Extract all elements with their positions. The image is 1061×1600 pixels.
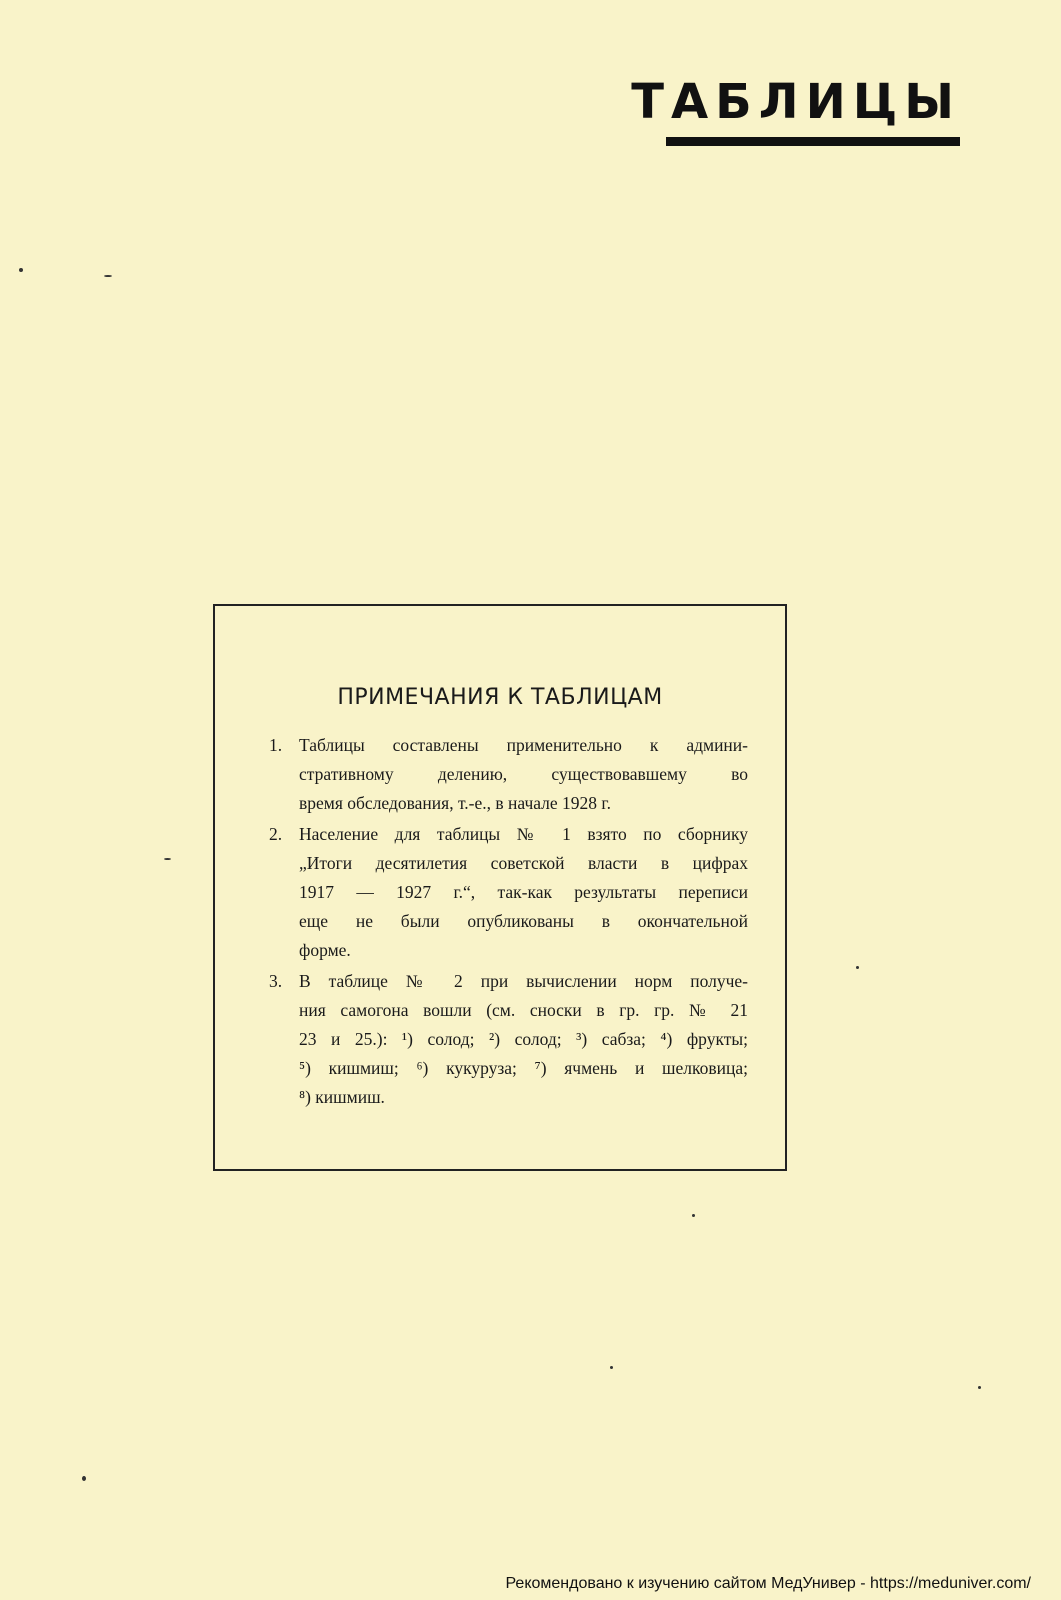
notes-list [269, 731, 748, 1114]
note-line: ⁸) кишмиш. [299, 1087, 385, 1107]
note-item-1 [269, 731, 748, 818]
paper-speck [19, 268, 23, 272]
note-line: Таблицы составлены применительно к админи- [299, 735, 748, 755]
note-number: 3. [269, 971, 283, 991]
page-title: ТАБЛИЦЫ [631, 74, 961, 130]
note-line: „Итоги десятилетия советской власти в цифрах [299, 853, 748, 873]
paper-speck [692, 1214, 695, 1217]
note-line: ⁵) кишмиш; ⁶) кукуруза; ⁷) ячмень и шелковица; [299, 1058, 748, 1078]
paper-speck [610, 1366, 613, 1369]
paper-speck [856, 966, 859, 969]
paper-speck [978, 1386, 981, 1389]
note-line: время обследования, т.-е., в начале 1928 г. [299, 793, 612, 813]
title-underline [666, 137, 960, 146]
note-line: Население для таблицы № 1 взято по сборнику [299, 824, 748, 844]
note-number: 2. [269, 824, 283, 844]
note-line: 1917 — 1927 г.“, так-как результаты переписи [299, 882, 748, 902]
note-item-2 [269, 820, 748, 965]
note-line: 23 и 25.): ¹) солод; ²) солод; ³) сабза; ⁴) фрукты; [299, 1029, 748, 1049]
note-line: стративному делению, существовавшему во [299, 764, 748, 784]
note-item-3 [269, 967, 748, 1112]
paper-speck [164, 858, 171, 860]
notes-heading: ПРИМЕЧАНИЯ К ТАБЛИЦАМ [337, 685, 663, 710]
paper-speck [82, 1476, 86, 1481]
notes-box [213, 604, 787, 1171]
note-line: еще не были опубликованы в окончательной [299, 911, 748, 931]
paper-speck [104, 275, 112, 277]
note-line: форме. [299, 940, 351, 960]
footer-watermark: Рекомендовано к изучению сайтом МедУнивер - https://meduniver.com/ [505, 1575, 1031, 1592]
note-number: 1. [269, 735, 283, 755]
note-line: В таблице № 2 при вычислении норм получе- [299, 971, 748, 991]
note-line: ния самогона вошли (см. сноски в гр. гр. № 21 [299, 1000, 748, 1020]
